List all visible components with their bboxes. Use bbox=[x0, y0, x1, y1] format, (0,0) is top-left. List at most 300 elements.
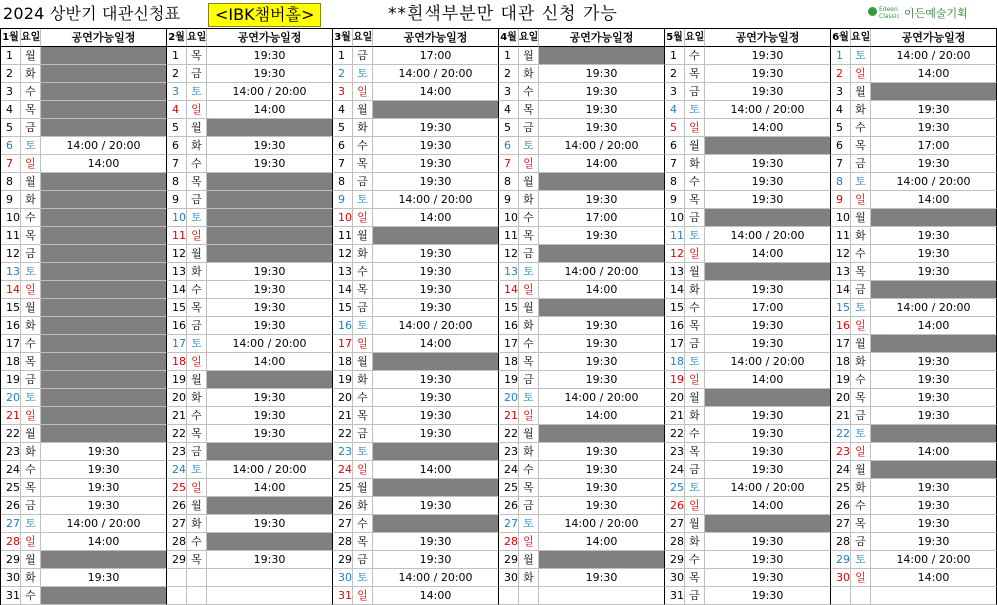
available-slot[interactable]: 19:30 bbox=[207, 425, 333, 443]
unavailable-slot bbox=[705, 263, 831, 281]
day-number: 28 bbox=[167, 533, 187, 551]
available-slot[interactable]: 19:30 bbox=[539, 479, 665, 497]
day-number: 10 bbox=[665, 209, 685, 227]
weekday: 화 bbox=[519, 443, 539, 461]
available-slot[interactable]: 19:30 bbox=[207, 47, 333, 65]
weekday-header: 요일 bbox=[353, 29, 373, 47]
weekday bbox=[187, 569, 207, 587]
schedule-header: 공연가능일정 bbox=[871, 29, 997, 47]
available-slot[interactable]: 19:30 bbox=[705, 65, 831, 83]
weekday: 토 bbox=[685, 227, 705, 245]
available-slot[interactable]: 19:30 bbox=[373, 173, 499, 191]
available-slot[interactable]: 19:30 bbox=[207, 281, 333, 299]
weekday: 일 bbox=[851, 569, 871, 587]
available-slot[interactable]: 19:30 bbox=[539, 497, 665, 515]
unavailable-slot bbox=[41, 353, 167, 371]
weekday: 일 bbox=[187, 227, 207, 245]
available-slot[interactable]: 19:30 bbox=[705, 443, 831, 461]
weekday: 화 bbox=[187, 389, 207, 407]
day-number: 1 bbox=[665, 47, 685, 65]
available-slot[interactable]: 19:30 bbox=[539, 65, 665, 83]
available-slot[interactable]: 17:00 bbox=[705, 299, 831, 317]
available-slot[interactable]: 19:30 bbox=[871, 119, 997, 137]
unavailable-slot bbox=[41, 389, 167, 407]
available-slot[interactable]: 19:30 bbox=[705, 569, 831, 587]
unavailable-slot bbox=[539, 245, 665, 263]
day-number: 1 bbox=[333, 47, 353, 65]
day-number: 15 bbox=[499, 299, 519, 317]
weekday: 화 bbox=[353, 245, 373, 263]
unavailable-slot bbox=[871, 209, 997, 227]
weekday: 목 bbox=[187, 47, 207, 65]
day-number: 24 bbox=[831, 461, 851, 479]
weekday: 화 bbox=[187, 263, 207, 281]
available-slot[interactable]: 14:00 bbox=[871, 317, 997, 335]
weekday-header: 요일 bbox=[21, 29, 41, 47]
available-slot[interactable]: 19:30 bbox=[207, 515, 333, 533]
available-slot[interactable]: 19:30 bbox=[373, 137, 499, 155]
available-slot[interactable]: 14:00 bbox=[871, 569, 997, 587]
available-slot[interactable]: 19:30 bbox=[871, 227, 997, 245]
available-slot[interactable]: 19:30 bbox=[373, 425, 499, 443]
day-number: 28 bbox=[1, 533, 21, 551]
available-slot[interactable]: 14:00 / 20:00 bbox=[539, 515, 665, 533]
weekday: 금 bbox=[851, 407, 871, 425]
day-number: 15 bbox=[831, 299, 851, 317]
day-number: 28 bbox=[333, 533, 353, 551]
available-slot[interactable]: 19:30 bbox=[207, 65, 333, 83]
venue-badge: <IBK챔버홀> bbox=[208, 3, 321, 27]
available-slot[interactable]: 19:30 bbox=[373, 551, 499, 569]
available-slot[interactable]: 19:30 bbox=[705, 317, 831, 335]
available-slot[interactable]: 14:00 / 20:00 bbox=[373, 191, 499, 209]
available-slot[interactable]: 19:30 bbox=[705, 461, 831, 479]
weekday: 수 bbox=[187, 533, 207, 551]
day-number: 27 bbox=[167, 515, 187, 533]
weekday: 수 bbox=[851, 119, 871, 137]
available-slot[interactable]: 19:30 bbox=[373, 263, 499, 281]
available-slot[interactable]: 14:00 / 20:00 bbox=[871, 299, 997, 317]
unavailable-slot bbox=[373, 353, 499, 371]
day-number: 5 bbox=[665, 119, 685, 137]
day-number: 20 bbox=[1, 389, 21, 407]
weekday: 일 bbox=[21, 281, 41, 299]
available-slot[interactable]: 19:30 bbox=[705, 533, 831, 551]
available-slot[interactable]: 19:30 bbox=[539, 353, 665, 371]
available-slot[interactable]: 19:30 bbox=[705, 47, 831, 65]
available-slot[interactable]: 19:30 bbox=[871, 155, 997, 173]
day-number: 16 bbox=[665, 317, 685, 335]
available-slot[interactable]: 19:30 bbox=[373, 371, 499, 389]
weekday: 일 bbox=[353, 83, 373, 101]
weekday: 화 bbox=[353, 497, 373, 515]
weekday: 월 bbox=[519, 551, 539, 569]
day-number: 18 bbox=[333, 353, 353, 371]
day-number: 15 bbox=[665, 299, 685, 317]
day-number: 26 bbox=[499, 497, 519, 515]
available-slot[interactable]: 14:00 bbox=[539, 533, 665, 551]
weekday: 목 bbox=[685, 65, 705, 83]
available-slot[interactable]: 19:30 bbox=[373, 497, 499, 515]
available-slot[interactable]: 19:30 bbox=[705, 335, 831, 353]
available-slot[interactable]: 19:30 bbox=[871, 245, 997, 263]
available-slot[interactable]: 19:30 bbox=[705, 407, 831, 425]
available-slot[interactable]: 19:30 bbox=[871, 407, 997, 425]
available-slot[interactable]: 19:30 bbox=[871, 389, 997, 407]
weekday: 일 bbox=[187, 479, 207, 497]
available-slot[interactable]: 14:00 / 20:00 bbox=[207, 461, 333, 479]
logo-mark bbox=[866, 5, 900, 23]
available-slot[interactable]: 19:30 bbox=[705, 83, 831, 101]
day-number: 18 bbox=[831, 353, 851, 371]
day-number: 15 bbox=[333, 299, 353, 317]
weekday: 금 bbox=[353, 299, 373, 317]
available-slot[interactable]: 14:00 / 20:00 bbox=[373, 569, 499, 587]
day-number: 29 bbox=[167, 551, 187, 569]
day-number: 15 bbox=[1, 299, 21, 317]
available-slot[interactable]: 14:00 / 20:00 bbox=[705, 479, 831, 497]
day-number: 15 bbox=[167, 299, 187, 317]
day-number: 22 bbox=[831, 425, 851, 443]
available-slot[interactable]: 14:00 bbox=[373, 587, 499, 605]
available-slot[interactable]: 14:00 / 20:00 bbox=[41, 515, 167, 533]
available-slot[interactable]: 14:00 bbox=[373, 461, 499, 479]
available-slot[interactable]: 19:30 bbox=[373, 533, 499, 551]
available-slot[interactable]: 14:00 bbox=[539, 155, 665, 173]
available-slot[interactable]: 19:30 bbox=[871, 353, 997, 371]
day-number: 23 bbox=[333, 443, 353, 461]
day-number: 3 bbox=[499, 83, 519, 101]
day-number: 13 bbox=[499, 263, 519, 281]
weekday: 목 bbox=[353, 533, 373, 551]
day-number: 6 bbox=[1, 137, 21, 155]
weekday: 금 bbox=[685, 83, 705, 101]
weekday: 화 bbox=[353, 119, 373, 137]
day-number: 7 bbox=[831, 155, 851, 173]
available-slot[interactable]: 14:00 bbox=[539, 281, 665, 299]
weekday: 토 bbox=[353, 443, 373, 461]
weekday: 일 bbox=[21, 533, 41, 551]
available-slot[interactable]: 19:30 bbox=[539, 443, 665, 461]
unavailable-slot bbox=[373, 443, 499, 461]
unavailable-slot bbox=[207, 245, 333, 263]
available-slot[interactable]: 19:30 bbox=[705, 587, 831, 605]
day-number: 26 bbox=[167, 497, 187, 515]
available-slot[interactable]: 19:30 bbox=[207, 155, 333, 173]
day-number: 24 bbox=[167, 461, 187, 479]
weekday: 화 bbox=[851, 353, 871, 371]
weekday: 월 bbox=[685, 389, 705, 407]
available-slot[interactable]: 14:00 / 20:00 bbox=[705, 101, 831, 119]
weekday-header: 요일 bbox=[519, 29, 539, 47]
weekday: 금 bbox=[187, 191, 207, 209]
available-slot[interactable]: 19:30 bbox=[41, 497, 167, 515]
day-number: 10 bbox=[333, 209, 353, 227]
available-slot[interactable]: 17:00 bbox=[373, 47, 499, 65]
weekday: 목 bbox=[21, 227, 41, 245]
available-slot[interactable]: 19:30 bbox=[41, 479, 167, 497]
available-slot[interactable]: 19:30 bbox=[373, 245, 499, 263]
available-slot[interactable]: 14:00 bbox=[705, 497, 831, 515]
weekday: 월 bbox=[187, 119, 207, 137]
day-number: 5 bbox=[499, 119, 519, 137]
day-number: 13 bbox=[1, 263, 21, 281]
available-slot[interactable]: 14:00 bbox=[373, 83, 499, 101]
available-slot[interactable]: 19:30 bbox=[373, 407, 499, 425]
day-number: 30 bbox=[499, 569, 519, 587]
available-slot[interactable]: 14:00 / 20:00 bbox=[871, 173, 997, 191]
available-slot[interactable]: 19:30 bbox=[539, 461, 665, 479]
weekday: 일 bbox=[519, 281, 539, 299]
weekday: 토 bbox=[851, 299, 871, 317]
available-slot[interactable]: 19:30 bbox=[705, 155, 831, 173]
weekday: 금 bbox=[353, 425, 373, 443]
weekday: 토 bbox=[685, 101, 705, 119]
weekday: 목 bbox=[519, 479, 539, 497]
available-slot[interactable]: 14:00 / 20:00 bbox=[207, 335, 333, 353]
day-number: 12 bbox=[333, 245, 353, 263]
weekday: 토 bbox=[187, 83, 207, 101]
unavailable-slot bbox=[871, 83, 997, 101]
available-slot[interactable]: 19:30 bbox=[207, 137, 333, 155]
weekday: 월 bbox=[187, 371, 207, 389]
available-slot[interactable]: 14:00 bbox=[207, 353, 333, 371]
available-slot[interactable]: 19:30 bbox=[871, 263, 997, 281]
weekday: 화 bbox=[851, 227, 871, 245]
available-slot[interactable]: 19:30 bbox=[871, 497, 997, 515]
available-slot[interactable]: 19:30 bbox=[871, 101, 997, 119]
available-slot[interactable]: 14:00 bbox=[41, 155, 167, 173]
available-slot[interactable]: 19:30 bbox=[539, 371, 665, 389]
weekday: 토 bbox=[21, 263, 41, 281]
available-slot[interactable]: 14:00 / 20:00 bbox=[539, 137, 665, 155]
available-slot[interactable]: 14:00 bbox=[871, 65, 997, 83]
weekday: 화 bbox=[21, 569, 41, 587]
day-number: 16 bbox=[333, 317, 353, 335]
weekday: 월 bbox=[21, 173, 41, 191]
available-slot[interactable]: 14:00 bbox=[207, 101, 333, 119]
weekday: 수 bbox=[21, 461, 41, 479]
available-slot[interactable]: 17:00 bbox=[539, 209, 665, 227]
available-slot[interactable]: 19:30 bbox=[705, 191, 831, 209]
day-number: 2 bbox=[831, 65, 851, 83]
day-number: 12 bbox=[167, 245, 187, 263]
unavailable-slot bbox=[41, 263, 167, 281]
unavailable-slot bbox=[41, 335, 167, 353]
available-slot[interactable]: 19:30 bbox=[871, 533, 997, 551]
day-number: 29 bbox=[1, 551, 21, 569]
weekday: 토 bbox=[519, 263, 539, 281]
weekday: 일 bbox=[353, 209, 373, 227]
available-slot[interactable]: 19:30 bbox=[539, 83, 665, 101]
available-slot[interactable]: 19:30 bbox=[41, 569, 167, 587]
day-number: 10 bbox=[831, 209, 851, 227]
available-slot[interactable]: 19:30 bbox=[871, 371, 997, 389]
available-slot[interactable]: 19:30 bbox=[705, 551, 831, 569]
available-slot[interactable]: 14:00 / 20:00 bbox=[373, 317, 499, 335]
weekday: 화 bbox=[519, 191, 539, 209]
available-slot[interactable]: 14:00 / 20:00 bbox=[705, 353, 831, 371]
weekday: 토 bbox=[519, 515, 539, 533]
available-slot[interactable]: 14:00 bbox=[207, 479, 333, 497]
day-number: 14 bbox=[167, 281, 187, 299]
available-slot[interactable]: 14:00 / 20:00 bbox=[539, 389, 665, 407]
available-slot[interactable]: 19:30 bbox=[41, 461, 167, 479]
day-number: 1 bbox=[831, 47, 851, 65]
day-number: 19 bbox=[333, 371, 353, 389]
weekday: 수 bbox=[21, 209, 41, 227]
available-slot[interactable]: 19:30 bbox=[373, 299, 499, 317]
logo-small-text-2: Classic bbox=[879, 13, 900, 20]
available-slot[interactable]: 14:00 bbox=[373, 209, 499, 227]
weekday: 토 bbox=[353, 191, 373, 209]
available-slot[interactable]: 19:30 bbox=[207, 407, 333, 425]
available-slot[interactable]: 19:30 bbox=[539, 101, 665, 119]
available-slot[interactable]: 19:30 bbox=[705, 425, 831, 443]
weekday: 금 bbox=[21, 245, 41, 263]
day-number: 27 bbox=[499, 515, 519, 533]
weekday: 화 bbox=[187, 137, 207, 155]
available-slot[interactable]: 19:30 bbox=[373, 281, 499, 299]
available-slot[interactable]: 19:30 bbox=[41, 443, 167, 461]
available-slot[interactable]: 14:00 / 20:00 bbox=[871, 47, 997, 65]
available-slot[interactable]: 14:00 / 20:00 bbox=[539, 263, 665, 281]
day-number: 24 bbox=[499, 461, 519, 479]
day-number: 8 bbox=[831, 173, 851, 191]
available-slot[interactable]: 19:30 bbox=[207, 263, 333, 281]
available-slot[interactable]: 19:30 bbox=[207, 551, 333, 569]
available-slot[interactable]: 14:00 / 20:00 bbox=[41, 137, 167, 155]
available-slot[interactable]: 19:30 bbox=[539, 119, 665, 137]
available-slot[interactable]: 17:00 bbox=[871, 137, 997, 155]
weekday: 일 bbox=[21, 407, 41, 425]
unavailable-slot bbox=[207, 533, 333, 551]
day-number: 25 bbox=[499, 479, 519, 497]
available-slot[interactable]: 14:00 bbox=[705, 371, 831, 389]
available-slot[interactable]: 14:00 bbox=[539, 407, 665, 425]
day-number: 5 bbox=[831, 119, 851, 137]
unavailable-slot bbox=[41, 281, 167, 299]
available-slot[interactable]: 19:30 bbox=[373, 155, 499, 173]
weekday: 목 bbox=[353, 407, 373, 425]
weekday: 화 bbox=[685, 155, 705, 173]
available-slot[interactable]: 14:00 bbox=[871, 191, 997, 209]
weekday: 토 bbox=[851, 47, 871, 65]
weekday: 금 bbox=[851, 281, 871, 299]
available-slot[interactable]: 19:30 bbox=[539, 227, 665, 245]
available-slot[interactable]: 14:00 / 20:00 bbox=[871, 551, 997, 569]
day-number: 7 bbox=[333, 155, 353, 173]
day-number: 21 bbox=[167, 407, 187, 425]
day-number: 12 bbox=[499, 245, 519, 263]
available-slot[interactable]: 19:30 bbox=[373, 119, 499, 137]
available-slot[interactable]: 14:00 / 20:00 bbox=[373, 65, 499, 83]
page-header bbox=[0, 0, 997, 28]
weekday: 수 bbox=[851, 371, 871, 389]
weekday: 월 bbox=[353, 227, 373, 245]
day-number: 17 bbox=[831, 335, 851, 353]
weekday: 월 bbox=[685, 515, 705, 533]
weekday: 토 bbox=[21, 515, 41, 533]
weekday bbox=[851, 587, 871, 605]
weekday-header: 요일 bbox=[685, 29, 705, 47]
available-slot[interactable]: 19:30 bbox=[539, 569, 665, 587]
weekday: 금 bbox=[21, 371, 41, 389]
available-slot[interactable]: 14:00 / 20:00 bbox=[705, 227, 831, 245]
day-number: 27 bbox=[831, 515, 851, 533]
weekday: 금 bbox=[851, 533, 871, 551]
day-number: 23 bbox=[1, 443, 21, 461]
month-label: 3월 bbox=[333, 29, 353, 47]
available-slot[interactable]: 14:00 bbox=[871, 443, 997, 461]
weekday: 수 bbox=[187, 155, 207, 173]
day-number: 4 bbox=[499, 101, 519, 119]
unavailable-slot bbox=[41, 173, 167, 191]
day-number: 11 bbox=[665, 227, 685, 245]
day-number: 29 bbox=[831, 551, 851, 569]
day-number: 8 bbox=[1, 173, 21, 191]
available-slot[interactable]: 19:30 bbox=[705, 173, 831, 191]
day-number: 5 bbox=[167, 119, 187, 137]
unavailable-slot bbox=[539, 551, 665, 569]
available-slot[interactable]: 14:00 bbox=[705, 245, 831, 263]
weekday: 수 bbox=[187, 407, 207, 425]
available-slot[interactable]: 19:30 bbox=[207, 389, 333, 407]
day-number: 18 bbox=[665, 353, 685, 371]
available-slot[interactable]: 19:30 bbox=[207, 299, 333, 317]
day-number: 26 bbox=[831, 497, 851, 515]
available-slot[interactable]: 19:30 bbox=[207, 317, 333, 335]
weekday: 일 bbox=[353, 461, 373, 479]
available-slot[interactable]: 19:30 bbox=[539, 335, 665, 353]
available-slot bbox=[207, 569, 333, 587]
day-number: 21 bbox=[333, 407, 353, 425]
day-number: 19 bbox=[665, 371, 685, 389]
available-slot[interactable]: 14:00 / 20:00 bbox=[207, 83, 333, 101]
weekday: 월 bbox=[21, 425, 41, 443]
available-slot[interactable]: 19:30 bbox=[871, 479, 997, 497]
day-number bbox=[831, 587, 851, 605]
available-slot[interactable]: 14:00 bbox=[373, 335, 499, 353]
day-number: 1 bbox=[167, 47, 187, 65]
day-number: 6 bbox=[167, 137, 187, 155]
available-slot[interactable]: 19:30 bbox=[373, 389, 499, 407]
day-number: 29 bbox=[665, 551, 685, 569]
weekday: 토 bbox=[519, 389, 539, 407]
weekday: 수 bbox=[21, 335, 41, 353]
weekday: 목 bbox=[21, 353, 41, 371]
weekday: 금 bbox=[21, 497, 41, 515]
weekday: 월 bbox=[187, 497, 207, 515]
available-slot bbox=[871, 587, 997, 605]
day-number: 25 bbox=[167, 479, 187, 497]
weekday: 수 bbox=[685, 47, 705, 65]
available-slot[interactable]: 14:00 bbox=[41, 533, 167, 551]
day-number bbox=[167, 587, 187, 605]
weekday: 수 bbox=[519, 209, 539, 227]
day-number: 21 bbox=[665, 407, 685, 425]
weekday: 월 bbox=[187, 245, 207, 263]
available-slot[interactable]: 19:30 bbox=[539, 191, 665, 209]
weekday: 일 bbox=[685, 245, 705, 263]
schedule-header: 공연가능일정 bbox=[41, 29, 167, 47]
available-slot[interactable]: 19:30 bbox=[871, 515, 997, 533]
available-slot[interactable]: 19:30 bbox=[539, 317, 665, 335]
schedule-header: 공연가능일정 bbox=[207, 29, 333, 47]
available-slot[interactable]: 14:00 bbox=[705, 119, 831, 137]
weekday: 목 bbox=[21, 101, 41, 119]
available-slot[interactable]: 19:30 bbox=[705, 281, 831, 299]
